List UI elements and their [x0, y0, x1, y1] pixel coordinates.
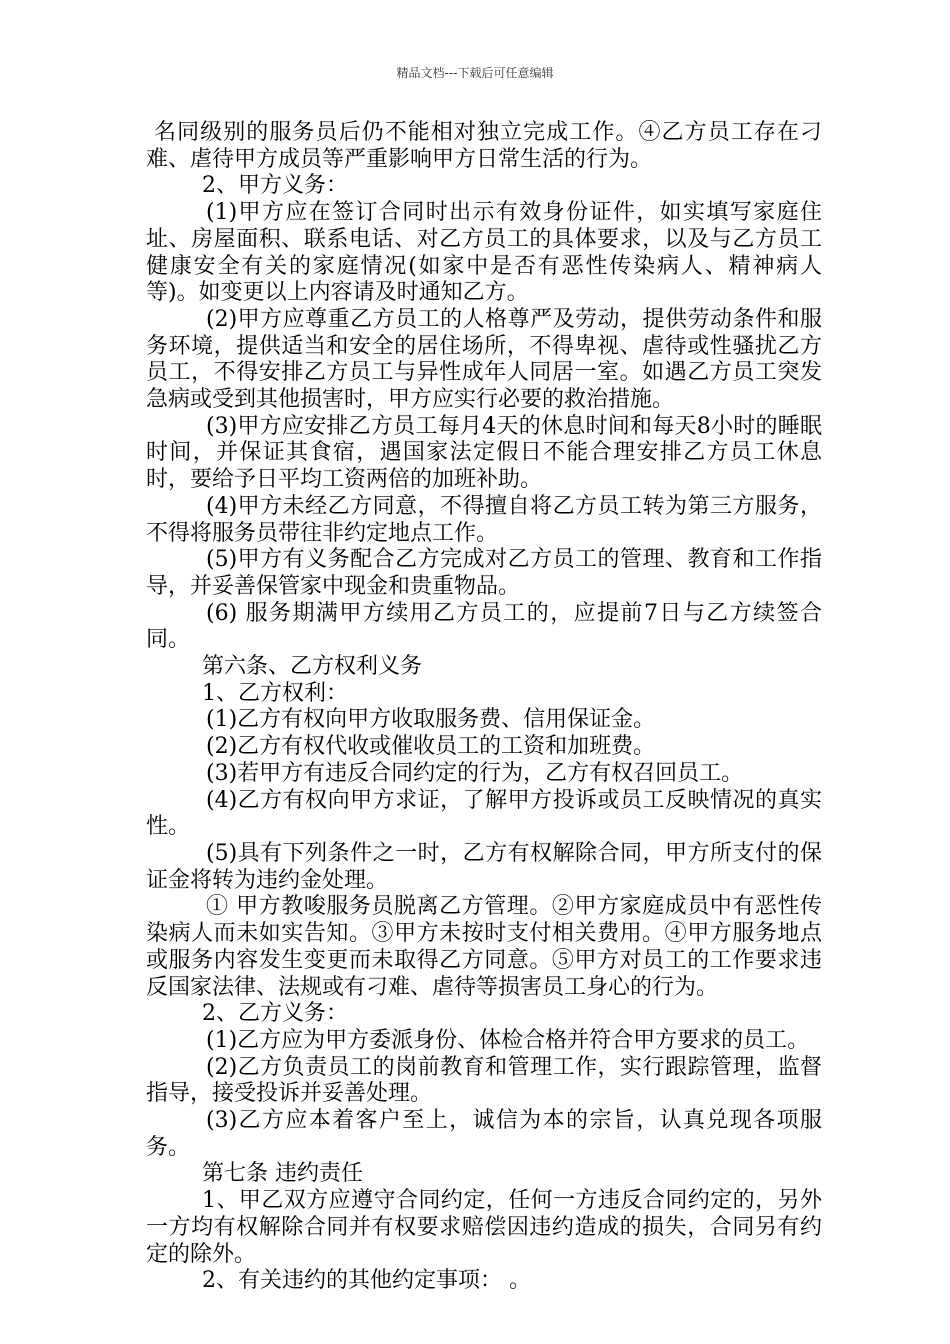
paragraph: (5)甲方有义务配合乙方完成对乙方员工的管理、教育和工作指导，并妥善保管家中现金和贵重物品。	[146, 547, 822, 599]
paragraph: 1、甲乙双方应遵守合同约定，任何一方违反合同约定的，另外一方均有权解除合同并有权要求赔偿因违约造成的损失，合同另有约定的除外。	[146, 1188, 822, 1267]
document-body	[146, 120, 822, 1295]
paragraph: (1)甲方应在签订合同时出示有效身份证件，如实填写家庭住址、房屋面积、联系电话、对乙方员工的具体要求，以及与乙方员工健康安全有关的家庭情况(如家中是否有恶性传染病人、精神病人等)。如变更以上内容请及时通知乙方。	[146, 200, 822, 306]
section-heading: 2、甲方义务：	[202, 173, 348, 199]
paragraph: (1)乙方应为甲方委派身份、体检合格并符合甲方要求的员工。	[206, 1027, 810, 1053]
paragraph: (4)乙方有权向甲方求证，了解甲方投诉或员工反映情况的真实性。	[146, 787, 822, 840]
paragraph: (4)甲方未经乙方同意，不得擅自将乙方员工转为第三方服务，不得将服务员带往非约定地点工作。	[146, 493, 822, 546]
page-header: 精品文档---下载后可任意编辑	[396, 66, 554, 80]
paragraph: 2、有关违约的其他约定事项： 。	[202, 1268, 531, 1294]
paragraph: 名同级别的服务员后仍不能相对独立完成工作。④乙方员工存在刁难、虐待甲方成员等严重影响甲方日常生活的行为。	[146, 120, 822, 172]
paragraph: (5)具有下列条件之一时，乙方有权解除合同，甲方所支付的保证金将转为违约金处理。	[146, 840, 822, 893]
paragraph: (2)乙方负责员工的岗前教育和管理工作，实行跟踪管理，监督指导，接受投诉并妥善处理。	[146, 1054, 822, 1107]
paragraph: (2)乙方有权代收或催收员工的工资和加班费。	[206, 734, 656, 760]
paragraph: (3)若甲方有违反合同约定的行为，乙方有权召回员工。	[206, 760, 744, 786]
paragraph: (1)乙方有权向甲方收取服务费、信用保证金。	[206, 707, 656, 733]
section-heading: 2、乙方义务：	[202, 1001, 348, 1027]
paragraph: ① 甲方教唆服务员脱离乙方管理。②甲方家庭成员中有恶性传染病人而未如实告知。③甲方未按时支付相关费用。④甲方服务地点或服务内容发生变更而未取得乙方同意。⑤甲方对员工的工作要求违反国家法律、法规或有刁难、虐待等损害员工身心的行为。	[146, 894, 822, 1000]
paragraph: (6) 服务期满甲方续用乙方员工的，应提前7日与乙方续签合同。	[146, 600, 822, 653]
paragraph: (3)甲方应安排乙方员工每月4天的休息时间和每天8小时的睡眠时间，并保证其食宿，遇国家法定假日不能合理安排乙方员工休息时，要给予日平均工资两倍的加班补助。	[146, 413, 822, 493]
article-heading: 第七条 违约责任	[202, 1161, 363, 1187]
paragraph: (3)乙方应本着客户至上，诚信为本的宗旨，认真兑现各项服务。	[146, 1108, 822, 1160]
paragraph: (2)甲方应尊重乙方员工的人格尊严及劳动，提供劳动条件和服务环境，提供适当和安全的居住场所，不得卑视、虐待或性骚扰乙方员工，不得安排乙方员工与异性成年人同居一室。如遇乙方员工突发急病或受到其他损害时，甲方应实行必要的救治措施。	[146, 306, 822, 413]
article-heading: 第六条、乙方权利义务	[202, 654, 423, 680]
section-heading: 1、乙方权利：	[202, 680, 348, 706]
